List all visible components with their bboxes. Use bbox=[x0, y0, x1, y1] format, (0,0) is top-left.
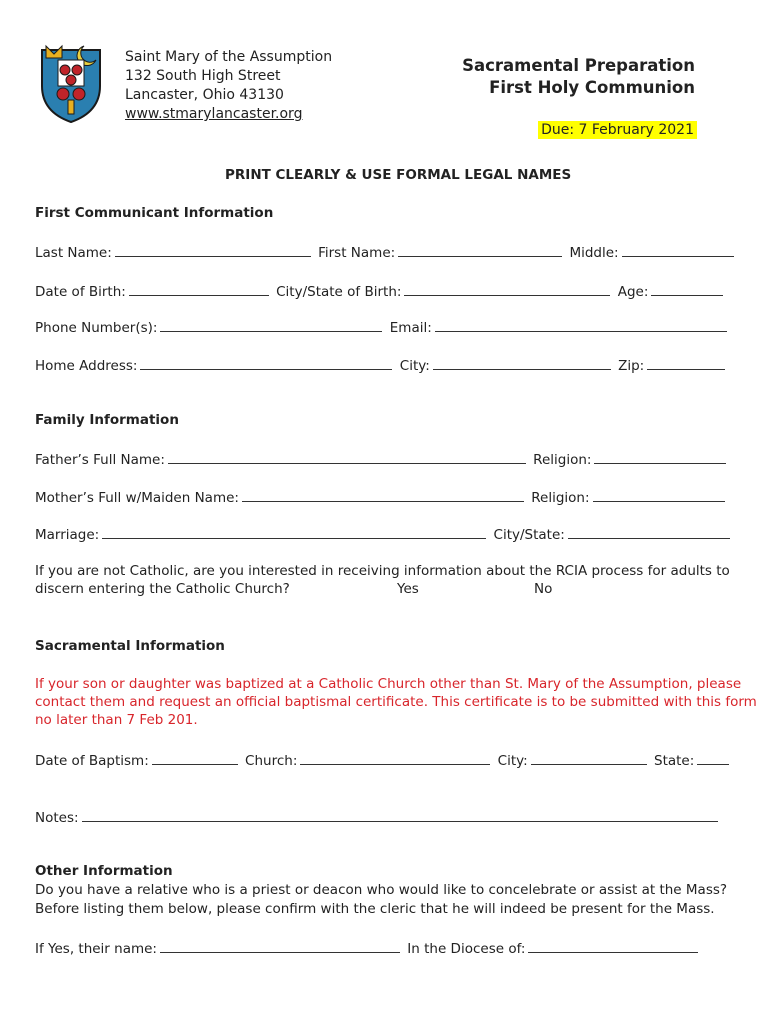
marriage-city-state-field[interactable] bbox=[568, 524, 730, 539]
form-title-line2: First Holy Communion bbox=[489, 78, 695, 97]
home-address-field[interactable] bbox=[140, 355, 392, 370]
print-instruction: PRINT CLEARLY & USE FORMAL LEGAL NAMES bbox=[225, 167, 572, 183]
notes-row bbox=[35, 807, 721, 827]
cleric-row bbox=[35, 938, 701, 958]
father-religion-label: Religion: bbox=[533, 452, 592, 468]
home-address-label: Home Address: bbox=[35, 358, 138, 374]
mother-religion-field[interactable] bbox=[593, 487, 725, 502]
baptism-date-field[interactable] bbox=[152, 750, 238, 765]
dob-label: Date of Birth: bbox=[35, 284, 126, 300]
zip-field[interactable] bbox=[647, 355, 725, 370]
diocese-label: In the Diocese of: bbox=[407, 941, 526, 957]
birth-place-field[interactable] bbox=[404, 281, 610, 296]
parish-name: Saint Mary of the Assumption bbox=[125, 49, 333, 65]
father-row bbox=[35, 449, 729, 469]
last-name-field[interactable] bbox=[115, 242, 311, 257]
mother-religion-label: Religion: bbox=[531, 490, 590, 506]
form-title-line1: Sacramental Preparation bbox=[462, 56, 695, 75]
parish-city-line: Lancaster, Ohio 43130 bbox=[125, 87, 284, 103]
contact-row bbox=[35, 317, 730, 337]
rcia-no-option[interactable]: No bbox=[534, 581, 553, 597]
rcia-question-line1: If you are not Catholic, are you interested in receiving information about the RCIA process for adults to bbox=[35, 563, 730, 579]
birth-place-label: City/State of Birth: bbox=[276, 284, 402, 300]
email-field[interactable] bbox=[435, 317, 727, 332]
baptism-notice-line2: contact them and request an official baptismal certificate. This certificate is to be submitted with this form bbox=[35, 694, 757, 710]
address-row bbox=[35, 355, 728, 375]
rcia-question-line2: discern entering the Catholic Church? bbox=[35, 581, 290, 597]
age-label: Age: bbox=[617, 284, 649, 300]
age-field[interactable] bbox=[651, 281, 723, 296]
family-section-heading: Family Information bbox=[35, 412, 179, 428]
cleric-name-label: If Yes, their name: bbox=[35, 941, 157, 957]
marriage-row bbox=[35, 524, 733, 544]
father-religion-field[interactable] bbox=[594, 449, 726, 464]
baptism-city-label: City: bbox=[497, 753, 528, 769]
other-section-heading: Other Information bbox=[35, 863, 173, 879]
city-label: City: bbox=[399, 358, 430, 374]
email-label: Email: bbox=[389, 320, 432, 336]
marriage-field[interactable] bbox=[102, 524, 486, 539]
form-title bbox=[462, 55, 695, 99]
cleric-name-field[interactable] bbox=[160, 938, 400, 953]
baptism-state-field[interactable] bbox=[697, 750, 729, 765]
middle-name-label: Middle: bbox=[569, 245, 619, 261]
diocese-field[interactable] bbox=[528, 938, 698, 953]
dob-field[interactable] bbox=[129, 281, 269, 296]
mother-row bbox=[35, 487, 728, 507]
name-row bbox=[35, 242, 737, 262]
baptism-church-label: Church: bbox=[245, 753, 298, 769]
birth-row bbox=[35, 281, 726, 301]
zip-label: Zip: bbox=[618, 358, 645, 374]
rcia-yes-option[interactable]: Yes bbox=[397, 581, 419, 597]
mother-name-field[interactable] bbox=[242, 487, 524, 502]
parish-crest-logo bbox=[38, 42, 104, 124]
last-name-label: Last Name: bbox=[35, 245, 112, 261]
baptism-city-field[interactable] bbox=[531, 750, 647, 765]
marriage-label: Marriage: bbox=[35, 527, 100, 543]
other-question-line1: Do you have a relative who is a priest or deacon who would like to concelebrate or assist at the Mass? bbox=[35, 882, 728, 898]
parish-address-block bbox=[125, 48, 332, 124]
mother-name-label: Mother’s Full w/Maiden Name: bbox=[35, 490, 239, 506]
parish-street: 132 South High Street bbox=[125, 68, 281, 84]
notes-field[interactable] bbox=[82, 807, 718, 822]
baptism-notice-line1: If your son or daughter was baptized at a Catholic Church other than St. Mary of the Assumption, please bbox=[35, 676, 742, 692]
baptism-notice-line3: no later than 7 Feb 201. bbox=[35, 712, 198, 728]
city-field[interactable] bbox=[433, 355, 611, 370]
due-date-badge: Due: 7 February 2021 bbox=[538, 121, 697, 139]
baptism-date-label: Date of Baptism: bbox=[35, 753, 149, 769]
first-name-label: First Name: bbox=[318, 245, 396, 261]
parish-website-link[interactable]: www.stmarylancaster.org bbox=[125, 106, 303, 122]
phone-field[interactable] bbox=[160, 317, 382, 332]
baptism-church-field[interactable] bbox=[300, 750, 490, 765]
sacramental-section-heading: Sacramental Information bbox=[35, 638, 225, 654]
notes-label: Notes: bbox=[35, 810, 79, 826]
father-name-label: Father’s Full Name: bbox=[35, 452, 165, 468]
other-question-line2: Before listing them below, please confirm with the cleric that he will indeed be present for the Mass. bbox=[35, 901, 715, 917]
marriage-city-state-label: City/State: bbox=[493, 527, 565, 543]
communicant-section-heading: First Communicant Information bbox=[35, 205, 274, 221]
baptism-row bbox=[35, 750, 732, 770]
father-name-field[interactable] bbox=[168, 449, 526, 464]
baptism-state-label: State: bbox=[654, 753, 695, 769]
first-name-field[interactable] bbox=[398, 242, 562, 257]
phone-label: Phone Number(s): bbox=[35, 320, 158, 336]
middle-name-field[interactable] bbox=[622, 242, 734, 257]
